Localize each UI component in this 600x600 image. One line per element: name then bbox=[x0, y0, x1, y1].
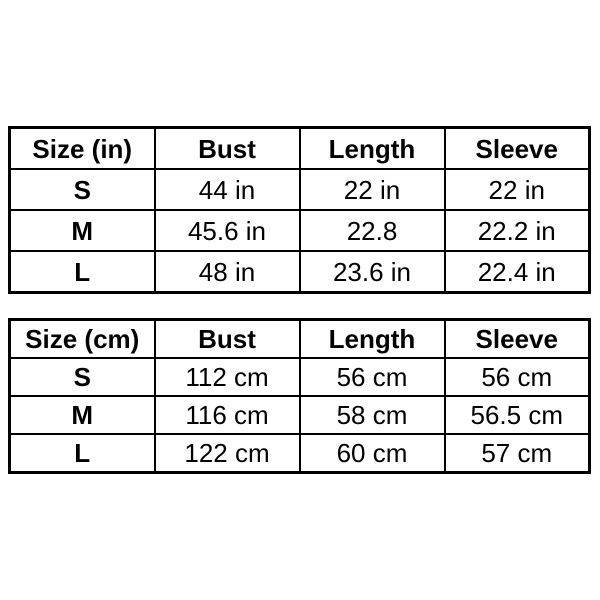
column-header-sleeve: Sleeve bbox=[445, 128, 590, 170]
size-table-centimeters bbox=[8, 318, 591, 474]
column-header-size: Size (cm) bbox=[10, 320, 155, 359]
length-value: 56 cm bbox=[300, 358, 445, 396]
bust-value: 44 in bbox=[155, 169, 300, 210]
sleeve-value: 22.2 in bbox=[445, 210, 590, 251]
table-row bbox=[10, 434, 590, 473]
size-label: M bbox=[10, 210, 155, 251]
size-label: L bbox=[10, 434, 155, 473]
column-header-size: Size (in) bbox=[10, 128, 155, 170]
sleeve-value: 22.4 in bbox=[445, 251, 590, 293]
bust-value: 48 in bbox=[155, 251, 300, 293]
size-label: S bbox=[10, 358, 155, 396]
table-row bbox=[10, 210, 590, 251]
sleeve-value: 57 cm bbox=[445, 434, 590, 473]
bust-value: 45.6 in bbox=[155, 210, 300, 251]
size-label: L bbox=[10, 251, 155, 293]
sleeve-value: 56.5 cm bbox=[445, 396, 590, 434]
length-value: 22.8 bbox=[300, 210, 445, 251]
table-row bbox=[10, 169, 590, 210]
column-header-length: Length bbox=[300, 128, 445, 170]
bust-value: 116 cm bbox=[155, 396, 300, 434]
header-row bbox=[10, 320, 590, 359]
table-row bbox=[10, 396, 590, 434]
bust-value: 112 cm bbox=[155, 358, 300, 396]
size-label: S bbox=[10, 169, 155, 210]
length-value: 23.6 in bbox=[300, 251, 445, 293]
sleeve-value: 22 in bbox=[445, 169, 590, 210]
column-header-length: Length bbox=[300, 320, 445, 359]
bust-value: 122 cm bbox=[155, 434, 300, 473]
length-value: 58 cm bbox=[300, 396, 445, 434]
size-table-inches bbox=[8, 126, 591, 294]
column-header-bust: Bust bbox=[155, 128, 300, 170]
table-row bbox=[10, 358, 590, 396]
length-value: 60 cm bbox=[300, 434, 445, 473]
table-row bbox=[10, 251, 590, 293]
sleeve-value: 56 cm bbox=[445, 358, 590, 396]
column-header-sleeve: Sleeve bbox=[445, 320, 590, 359]
header-row bbox=[10, 128, 590, 170]
length-value: 22 in bbox=[300, 169, 445, 210]
size-label: M bbox=[10, 396, 155, 434]
column-header-bust: Bust bbox=[155, 320, 300, 359]
